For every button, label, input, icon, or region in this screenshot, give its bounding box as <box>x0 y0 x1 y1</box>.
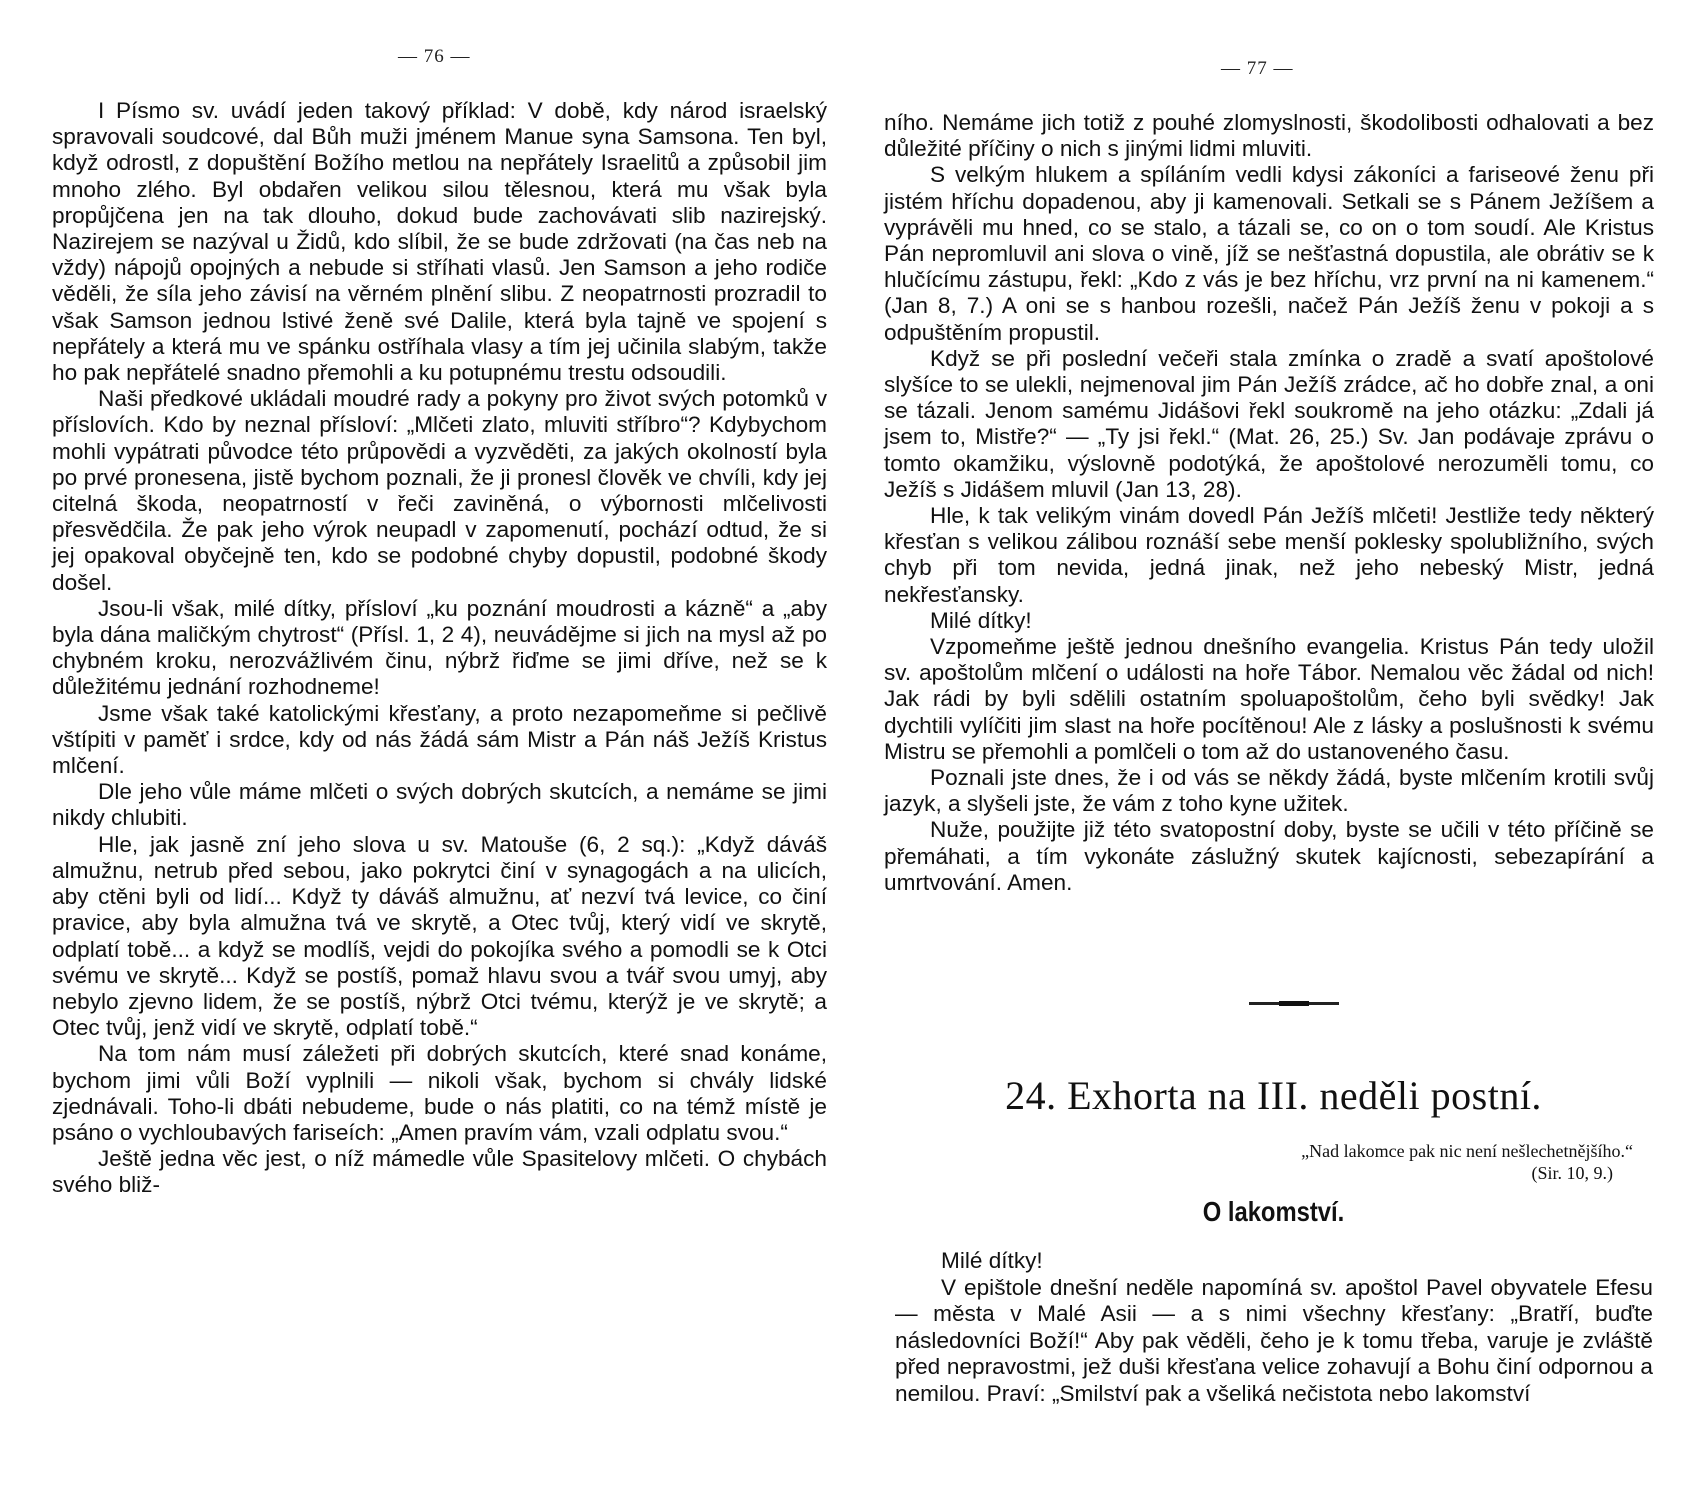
paragraph: Na tom nám musí záležeti při dobrých skutcích, které snad konáme, bychom jimi vůli Boží vyplnili — nikoli však, bychom si chvály lidské zjednávali. Toho-li dbáti nebudeme, bude o nás platiti, co na témž místě je psáno o vychloubavých fariseích: „Amen pravím vám, vzali odplatu svou.“ <box>52 1041 827 1145</box>
paragraph: Jsou-li však, milé dítky, přísloví „ku poznání moudrosti a kázně“ a „aby byla dána maličkým chytrost“ (Přísl. 1, 2 4), neuvádějme si jich na mysl až po chybném kroku, nerozvážlivém činu, nýbrž řiďme se jimi dříve, než se k důležitému jednání rozhodneme! <box>52 595 827 700</box>
text-column <box>884 110 1654 896</box>
paragraph: V epištole dnešní neděle napomíná sv. apoštol Pavel obyvatele Efesu — města v Malé Asii — a s nimi všechny křesťany: „Bratří, buďte následovníci Boží!“ Aby pak věděli, čeho je k tomu třeba, varuje je zvláště před nepravostmi, jež duši křesťana velice zohavují a Bohu činí odpornou a nemilou. Praví: „Smilství pak a všeliká nečistota nebo lakomství <box>895 1274 1653 1406</box>
section-divider <box>1249 1002 1339 1005</box>
page-number: — 77 — <box>1221 58 1294 79</box>
paragraph: Když se při poslední večeři stala zmínka o zradě a svatí apoštolové slyšíce to se ulekli, nejmenoval jim Pán Ježíš zrádce, ač ho dobře znal, a oni se tázali. Jenom samému Jidášovi řekl soukromě na jeho otázku: „Zdali já jsem to, Mistře?“ — „Ty jsi řekl.“ (Mat. 26, 25.) Sv. Jan podávaje zprávu o tomto okamžiku, výslovně podotýká, že apoštolové nerozuměli tomu, co Ježíš s Jidášem mluvil (Jan 13, 28). <box>884 345 1654 502</box>
paragraph: I Písmo sv. uvádí jeden takový příklad: V době, kdy národ israelský spravovali soudcové, dal Bůh muži jménem Manue syna Samsona. Ten byl, když odrostl, z dopuštění Božího metlou na nepřátely Israelitů a způsobil jim mnoho zlého. Byl obdařen velikou silou tělesnou, která mu však byla propůjčena jen na tak dlouho, dokud bude zachovávati slib nazirejský. Nazirejem se nazýval u Židů, kdo slíbil, že se bude zdržovati (na čas neb na vždy) nápojů opojných a nebude si stříhati vlasů. Jen Samson a jeho rodiče věděli, že síla jeho závisí na věrném plnění slibu. Z neopatrnosti prozradil to však Samson jednou lstivé ženě své Dalile, která byla tajně ve spojení s nepřátely a která mu ve spánku ostříhala vlasy a tím jej učinila slabým, takže ho pak nepřátelé snadno přemohli a ku potupnému trestu odsoudili. <box>52 98 827 386</box>
right-page <box>849 0 1698 1500</box>
sermon-text <box>895 1248 1653 1408</box>
paragraph: Jsme však také katolickými křesťany, a proto nezapomeňme si pečlivě vštípiti v paměť i srdce, kdy od nás žádá sám Mistr a Pán náš Ježíš Kristus mlčení. <box>52 700 827 779</box>
paragraph: Ještě jedna věc jest, o níž mámedle vůle Spasitelovy mlčeti. O chybách svého bliž- <box>52 1146 827 1198</box>
text-column <box>52 98 827 1199</box>
motto-text: „Nad lakomce pak nic není nešlechetnějšího.“ <box>1301 1141 1633 1161</box>
paragraph: Hle, jak jasně zní jeho slova u sv. Matouše (6, 2 sq.): „Když dáváš almužnu, netrub před sebou, jako pokrytci činí v synagogách a na ulicích, aby ctěni byli od lidí... Když ty dáváš almužnu, ať nezví tvá levice, co činí pravice, aby byla almužna tvá ve skrytě, a Otec tvůj, který vidí ve skrytě, odplatí tobě... a když se modlíš, vejdi do pokojíka svého a pomodli se k Otci svému ve skrytě... Když se postíš, pomaž hlavu svou a tvář svou umyj, aby nebylo zjevno lidem, že se postíš, nýbrž Otci tvému, kterýž je ve skrytě; a Otec tvůj, jenž vidí ve skrytě, odplatí tobě.“ <box>52 831 827 1041</box>
section-title: 24. Exhorta na III. neděli postní. <box>1005 1073 1542 1118</box>
sermon-subtitle: O lakomství. <box>1202 1196 1345 1227</box>
motto <box>1113 1140 1633 1184</box>
paragraph: Vzpomeňme ještě jednou dnešního evangelia. Kristus Pán tedy uložil sv. apoštolům mlčení o události na hoře Tábor. Nemalou věc žádal od nich! Jak rádi by byli sdělili ostatním spoluapoštolům, čeho byli svědky! Jak dychtili vylíčiti jim slast na hoře pocítěnou! Ale z lásky a poslušnosti k svému Mistru se přemohli a pomlčeli o tom až do ustanoveného času. <box>884 634 1654 764</box>
paragraph: Naši předkové ukládali moudré rady a pokyny pro život svých potomků v příslovích. Kdo by neznal přísloví: „Mlčeti zlato, mluviti stříbro“? Kdybychom mohli vypátrati původce této průpovědi a vyzvěděti, za jakých okolností byla po prvé pronesena, jistě bychom poznali, že ji pronesl člověk ve chvíli, kdy jej citelná škoda, neopatrností v řeči zaviněná, o výbornosti mlčelivosti přesvědčila. Že pak jeho výrok neupadl v zapomenutí, pochází odtud, že si jej opakoval obyčejně ten, kdo se podobné chyby dopustil, podobné škody došel. <box>52 386 827 595</box>
page-number: — 76 — <box>398 46 471 67</box>
paragraph: ního. Nemáme jich totiž z pouhé zlomyslnosti, škodolibosti odhalovati a bez důležité příčiny o nich s jinými lidmi mluviti. <box>884 110 1654 162</box>
paragraph: Milé dítky! <box>930 607 1032 633</box>
paragraph: Milé dítky! <box>941 1248 1043 1273</box>
motto-reference: (Sir. 10, 9.) <box>1531 1163 1613 1183</box>
paragraph: Hle, k tak velikým vinám dovedl Pán Ježíš mlčeti! Jestliže tedy některý křesťan s velikou zálibou roznáší sebe menší poklesky spolubližního, svých chyb při tom nevida, jedná jinak, než jeho nebeský Mistr, jedná nekřesťansky. <box>884 503 1654 607</box>
paragraph: Nuže, použijte již této svatopostní doby, byste se učili v této příčině se přemáhati, a tím vykonáte záslužný skutek kajícnosti, sebezapírání a umrtvování. Amen. <box>884 817 1654 895</box>
paragraph: Poznali jste dnes, že i od vás se někdy žádá, byste mlčením krotili svůj jazyk, a slyšeli jste, že vám z toho kyne užitek. <box>884 765 1654 817</box>
paragraph: Dle jeho vůle máme mlčeti o svých dobrých skutcích, a nemáme se jimi nikdy chlubiti. <box>52 779 827 831</box>
paragraph: S velkým hlukem a spíláním vedli kdysi zákoníci a fariseové ženu při jistém hříchu dopadenou, aby ji kamenovali. Setkali se s Pánem Ježíšem a vyprávěli mu hned, co se stalo, a tázali se, co on o tom soudí. Ale Kristus Pán nepromluvil ani slova o vině, jíž se nešťastná dopustila, ale obrátiv se k hlučícímu zástupu, řekl: „Kdo z vás je bez hříchu, vrz první na ni kamenem.“ (Jan 8, 7.) A oni se s hanbou rozešli, načež Pán Ježíš ženu v pokoji a s odpuštěním propustil. <box>884 162 1654 345</box>
